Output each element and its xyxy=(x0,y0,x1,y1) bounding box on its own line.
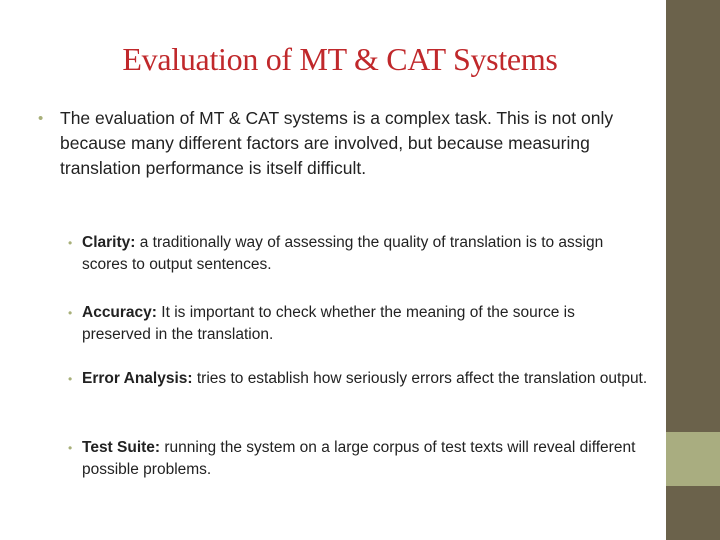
term-label: Clarity: xyxy=(82,234,136,251)
term-label: Accuracy: xyxy=(82,304,157,321)
sub-bullet-accuracy xyxy=(68,302,648,346)
sub-bullet-text xyxy=(82,368,648,390)
term-description: tries to establish how seriously errors affect the translation output. xyxy=(192,370,648,387)
term-description: It is important to check whether the meaning of the source is preserved in the translation. xyxy=(82,304,575,343)
term-label: Test Suite: xyxy=(82,439,161,456)
bullet-marker: • xyxy=(68,306,73,320)
sidebar-decoration-light xyxy=(666,432,720,486)
sub-bullet-text xyxy=(82,232,648,276)
sub-bullet-clarity xyxy=(68,232,648,276)
sub-bullet-error-analysis xyxy=(68,368,648,390)
term-description: a traditionally way of assessing the quality of translation is to assign scores to output sentences. xyxy=(82,234,604,273)
sub-bullet-text xyxy=(82,302,648,346)
bullet-marker: • xyxy=(68,372,73,386)
bullet-marker: • xyxy=(68,441,73,455)
bullet-marker: • xyxy=(68,236,73,250)
slide-title: Evaluation of MT & CAT Systems xyxy=(122,41,558,77)
main-bullet-text: The evaluation of MT & CAT systems is a complex task. This is not only because many different factors are involved, but because measuring translation performance is itself difficult. xyxy=(60,108,614,178)
sub-bullet-text xyxy=(82,437,648,481)
main-bullet xyxy=(38,106,648,181)
sub-bullet-test-suite xyxy=(68,437,648,481)
term-label: Error Analysis: xyxy=(82,370,193,387)
bullet-marker: • xyxy=(38,110,44,127)
term-description: running the system on a large corpus of test texts will reveal different possible problems. xyxy=(82,439,636,478)
